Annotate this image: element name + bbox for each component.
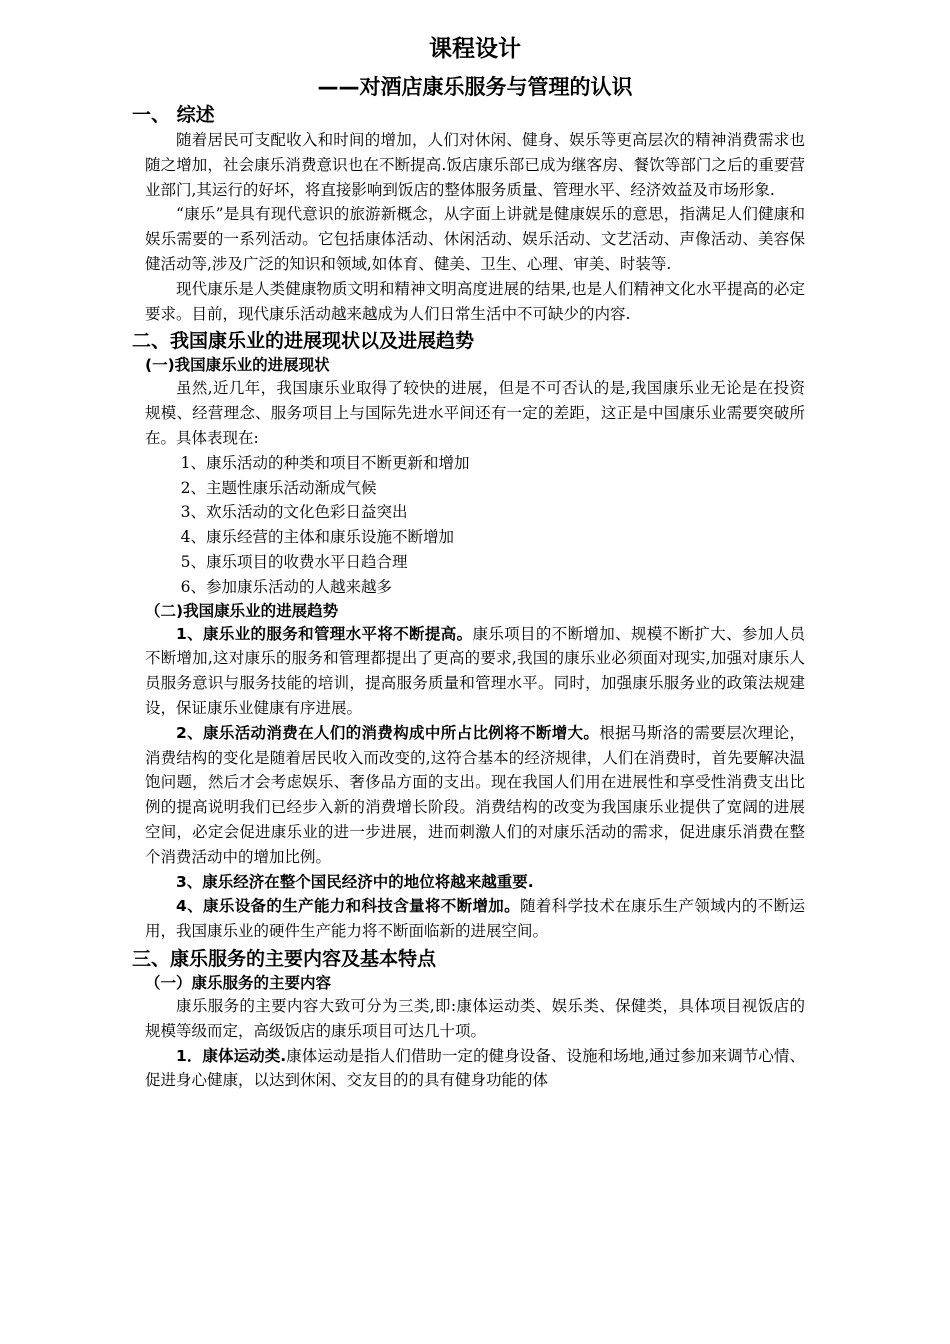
trend-paragraph-2	[145, 721, 805, 870]
document-title: 课程设计	[429, 36, 521, 62]
service-1-text: 康体运动是指人们借助一定的健身设备、设施和场地,通过参加来调节心情、促进身心健康，以达到休闲、交友目的的具有健身功能的体	[145, 1046, 805, 1090]
list-item: 5、康乐项目的收费水平日趋合理	[180, 552, 408, 571]
list-item: 2、主题性康乐活动渐成气候	[180, 478, 377, 497]
trend-1-lead: 1、康乐业的服务和管理水平将不断提高。	[176, 624, 473, 643]
trend-3-lead: 3、康乐经济在整个国民经济中的地位将越来越重要.	[176, 872, 534, 891]
section-3-heading: 三、康乐服务的主要内容及基本特点	[132, 947, 437, 970]
section-2-sub-1-paragraph: 虽然,近几年，我国康乐业取得了较快的进展，但是不可否认的是,我国康乐业无论是在投资规模、经营理念、服务项目上与国际先进水平间还有一定的差距，这正是中国康乐业需要突破所在。具体表现在:	[145, 379, 805, 447]
list-item: 1、康乐活动的种类和项目不断更新和增加	[180, 453, 470, 472]
section-1-heading: 一、 综述	[132, 104, 215, 126]
trend-1-text: 康乐项目的不断增加、规模不断扩大、参加人员不断增加,这对康乐的服务和管理都提出了更高的要求,我国的康乐业必须面对现实,加强对康乐人员服务意识与服务技能的培训，提高服务质量和管理水平。同时，加强康乐服务业的政策法规建设，保证康乐业健康有序进展。	[145, 624, 805, 717]
list-item: 6、参加康乐活动的人越来越多	[180, 577, 393, 596]
section-1-paragraph-3: 现代康乐是人类健康物质文明和精神文明高度进展的结果,也是人们精神文化水平提高的必定要求。目前，现代康乐活动越来越成为人们日常生活中不可缺少的内容.	[145, 279, 805, 323]
section-1-paragraph-1: 随着居民可支配收入和时间的增加，人们对休闲、健身、娱乐等更高层次的精神消费需求也随之增加，社会康乐消费意识也在不断提高.饭店康乐部已成为继客房、餐饮等部门之后的重要营业部门,其运行的好坏，将直接影响到饭店的整体服务质量、管理水平、经济效益及市场形象.	[145, 131, 805, 199]
section-2-heading: 二、我国康乐业的进展现状以及进展趋势	[132, 330, 475, 353]
trend-paragraph-3	[145, 870, 805, 895]
trend-paragraph-4	[145, 894, 805, 944]
trend-2-text: 根据马斯洛的需要层次理论，消费结构的变化是随着居民收入而改变的,这符合基本的经济规律，人们在消费时，首先要解决温饱问题，然后才会考虑娱乐、奢侈品方面的支出。现在我国人们用在进展性和享受性消费支出比例的提高说明我们已经步入新的消费增长阶段。消费结构的改变为我国康乐业提供了宽阔的进展空间，必定会促进康乐业的进一步进展，进而刺激人们的对康乐活动的需求，促进康乐消费在整个消费活动中的增加比例。	[145, 723, 805, 866]
service-paragraph-1	[145, 1044, 805, 1094]
document-body	[132, 34, 805, 1093]
trend-paragraph-1	[145, 622, 805, 721]
section-1-paragraph-2: “康乐”是具有现代意识的旅游新概念，从字面上讲就是健康娱乐的意思，指满足人们健康和娱乐需要的一系列活动。它包括康体活动、休闲活动、娱乐活动、文艺活动、声像活动、美容保健活动等,涉及广泛的知识和领域,如体育、健美、卫生、心理、审美、时装等.	[145, 205, 805, 273]
trend-4-lead: 4、康乐设备的生产能力和科技含量将不断增加。	[176, 897, 521, 916]
section-3-sub-1-paragraph: 康乐服务的主要内容大致可分为三类,即:康体运动类、娱乐类、保健类，具体项目视饭店的规模等级而定，高级饭店的康乐项目可达几十项。	[145, 996, 805, 1040]
list-item: 4、康乐经营的主体和康乐设施不断增加	[180, 528, 455, 547]
trend-2-lead: 2、康乐活动消费在人们的消费构成中所占比例将不断增大。	[176, 723, 600, 742]
section-2-sub-1-heading: (一)我国康乐业的进展现状	[145, 356, 330, 375]
section-2-sub-2-heading: （二)我国康乐业的进展趋势	[145, 601, 339, 620]
list-item: 3、欢乐活动的文化色彩日益突出	[180, 503, 408, 522]
section-3-sub-1-heading: （一）康乐服务的主要内容	[145, 973, 332, 992]
document-subtitle: ——对酒店康乐服务与管理的认识	[317, 75, 633, 99]
service-1-lead: 1．康体运动类.	[176, 1046, 287, 1065]
trend-4-text: 随着科学技术在康乐生产领域内的不断运用，我国康乐业的硬件生产能力将不断面临新的进展空间。	[145, 897, 805, 941]
